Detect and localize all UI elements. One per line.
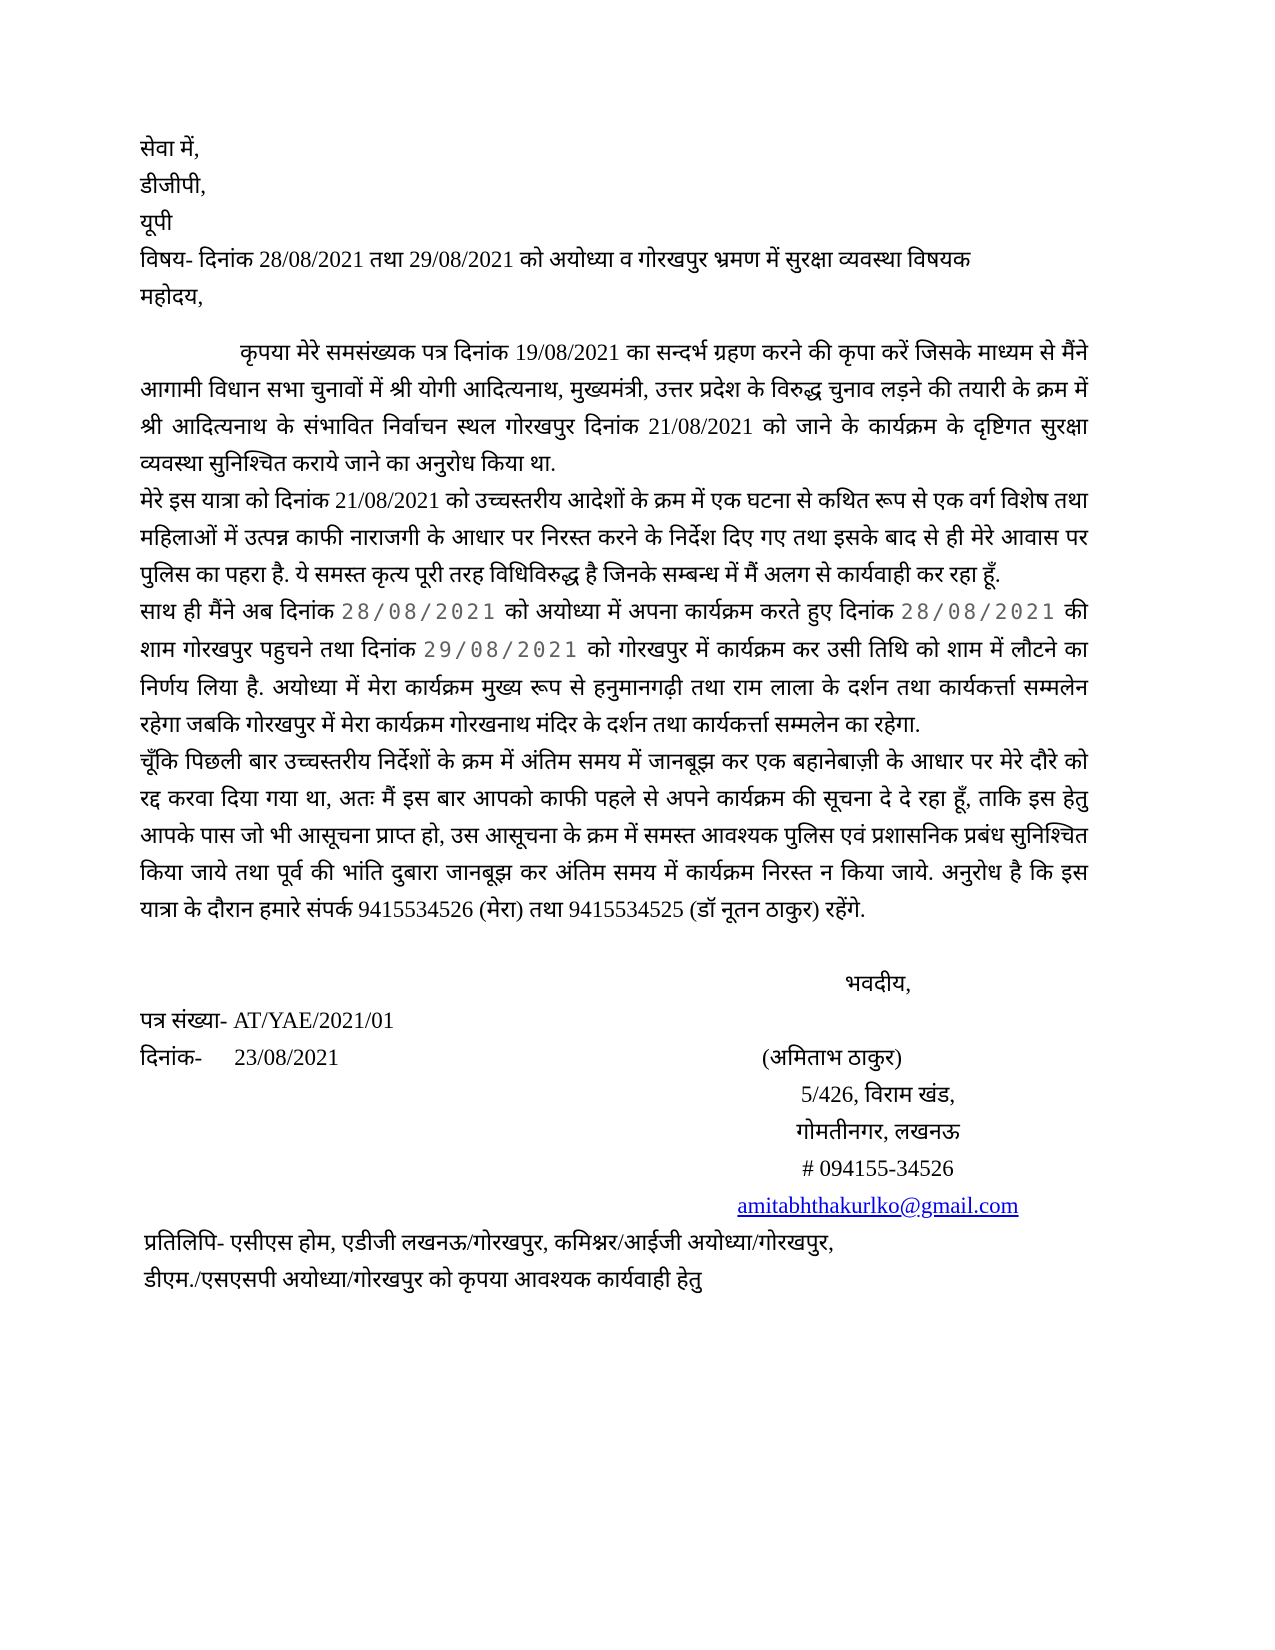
recipient: डीजीपी, <box>140 173 207 198</box>
body-para-4: चूँकि पिछली बार उच्चस्तरीय निर्देशों के क्रम में अंतिम समय में जानबूझ कर एक बहानेबाज़ी के आधार पर मेरे दौरे को रद्द करवा दिया गया था, अतः मैं इस बार आपको काफी पहले से अपने कार्यक्रम की सूचना दे दे रहा हूँ, ताकि इस हेतु आपके पास जो भी आसूचना प्राप्त हो, उस आसूचना के क्रम में समस्त आवश्यक पुलिस एवं प्रशासनिक प्रबंध सुनिश्चित किया जाये तथा पूर्व की भांति दुबारा जानबूझ कर अंतिम समय में कार्यक्रम निरस्त न किया जाये. अनुरोध है कि इस यात्रा के दौरान हमारे संपर्क 9415534526 (मेरा) तथा 9415534525 (डॉ नूतन ठाकुर) रहेंगे. <box>140 749 1088 922</box>
salutation-to: सेवा में, <box>140 136 200 161</box>
body-text-segment: को गोरखपुर में कार्यक्रम कर उसी तिथि को शाम में लौटने का निर्णय लिया है. अयोध्या में मेरा कार्यक्रम मुख्य रूप से हनुमानगढ़ी तथा राम लाला के दर्शन तथा कार्यकर्त्ता सम्मलेन रहेगा जबकि गोरखपुर में मेरा कार्यक्रम गोरखनाथ मंदिर के दर्शन तथा कार्यकर्त्ता सम्मलेन का रहेगा. <box>140 637 1088 737</box>
cc-line-1: प्रतिलिपि- एसीएस होम, एडीजी लखनऊ/गोरखपुर, कमिश्नर/आईजी अयोध्या/गोरखपुर, <box>144 1230 834 1255</box>
phone-number: # 094155-34526 <box>802 1156 954 1181</box>
cc-line-2: डीएम./एसएसपी अयोध्या/गोरखपुर को कृपया आवश्यक कार्यवाही हेतु <box>144 1267 702 1292</box>
email-line <box>698 1187 1058 1224</box>
recipient-org: यूपी <box>140 210 173 235</box>
body-para-1: कृपया मेरे समसंख्यक पत्र दिनांक 19/08/2021 का सन्दर्भ ग्रहण करने की कृपा करें जिसके माध्यम से मैंने आगामी विधान सभा चुनावों में श्री योगी आदित्यनाथ, मुख्यमंत्री, उत्तर प्रदेश के विरुद्ध चुनाव लड़ने की तयारी के क्रम में श्री आदित्यनाथ के संभावित निर्वाचन स्थल गोरखपुर दिनांक 21/08/2021 को जाने के कार्यक्रम के दृष्टिगत सुरक्षा व्यवस्था सुनिश्चित कराये जाने का अनुरोध किया था. <box>140 340 1088 476</box>
cc-block <box>140 1224 1088 1298</box>
letter-content <box>140 130 1088 1298</box>
date-label: दिनांक- <box>140 1045 203 1070</box>
signature-address-block <box>698 1076 1058 1224</box>
subject-line: विषय- दिनांक 28/08/2021 तथा 29/08/2021 को अयोध्या व गोरखपुर भ्रमण में सुरक्षा व्यवस्था विषयक <box>140 247 971 272</box>
blank-line <box>140 928 1088 965</box>
highlighted-date: 29/08/2021 <box>423 638 580 662</box>
highlighted-date: 28/08/2021 <box>900 600 1058 624</box>
body-para-2: मेरे इस यात्रा को दिनांक 21/08/2021 को उच्चस्तरीय आदेशों के क्रम में एक घटना से कथित रूप से एक वर्ग विशेष तथा महिलाओं में उत्पन्न काफी नाराजगी के आधार पर निरस्त करने के निर्देश दिए गए तथा इसके बाद से ही मेरे आवास पर पुलिस का पहरा है. ये समस्त कृत्य पूरी तरह विधिविरुद्ध है जिनके सम्बन्ध में मैं अलग से कार्यवाही कर रहा हूँ. <box>140 488 1088 587</box>
date-row <box>140 1039 1088 1076</box>
body-text-segment: की शाम गोरखपुर पहुचने तथा दिनांक <box>140 599 1088 662</box>
letter-date: 23/08/2021 <box>234 1045 339 1070</box>
email-link[interactable]: amitabhthakurlko@gmail.com <box>737 1193 1019 1218</box>
highlighted-date: 28/08/2021 <box>341 600 498 624</box>
closing-regards: भवदीय, <box>844 971 912 996</box>
body-text-segment: साथ ही मैंने अब दिनांक <box>140 599 342 624</box>
body-para-3 <box>140 593 1088 743</box>
address-line-1: 5/426, विराम खंड, <box>800 1082 956 1107</box>
address-line-2: गोमतीनगर, लखनऊ <box>796 1119 960 1144</box>
letter-number: पत्र संख्या- AT/YAE/2021/01 <box>140 1008 395 1033</box>
salutation: महोदय, <box>140 284 204 309</box>
body-text-segment: को अयोध्या में अपना कार्यक्रम करते हुए दिनांक <box>497 599 901 624</box>
signatory-name: (अमिताभ ठाकुर) <box>762 1045 902 1070</box>
